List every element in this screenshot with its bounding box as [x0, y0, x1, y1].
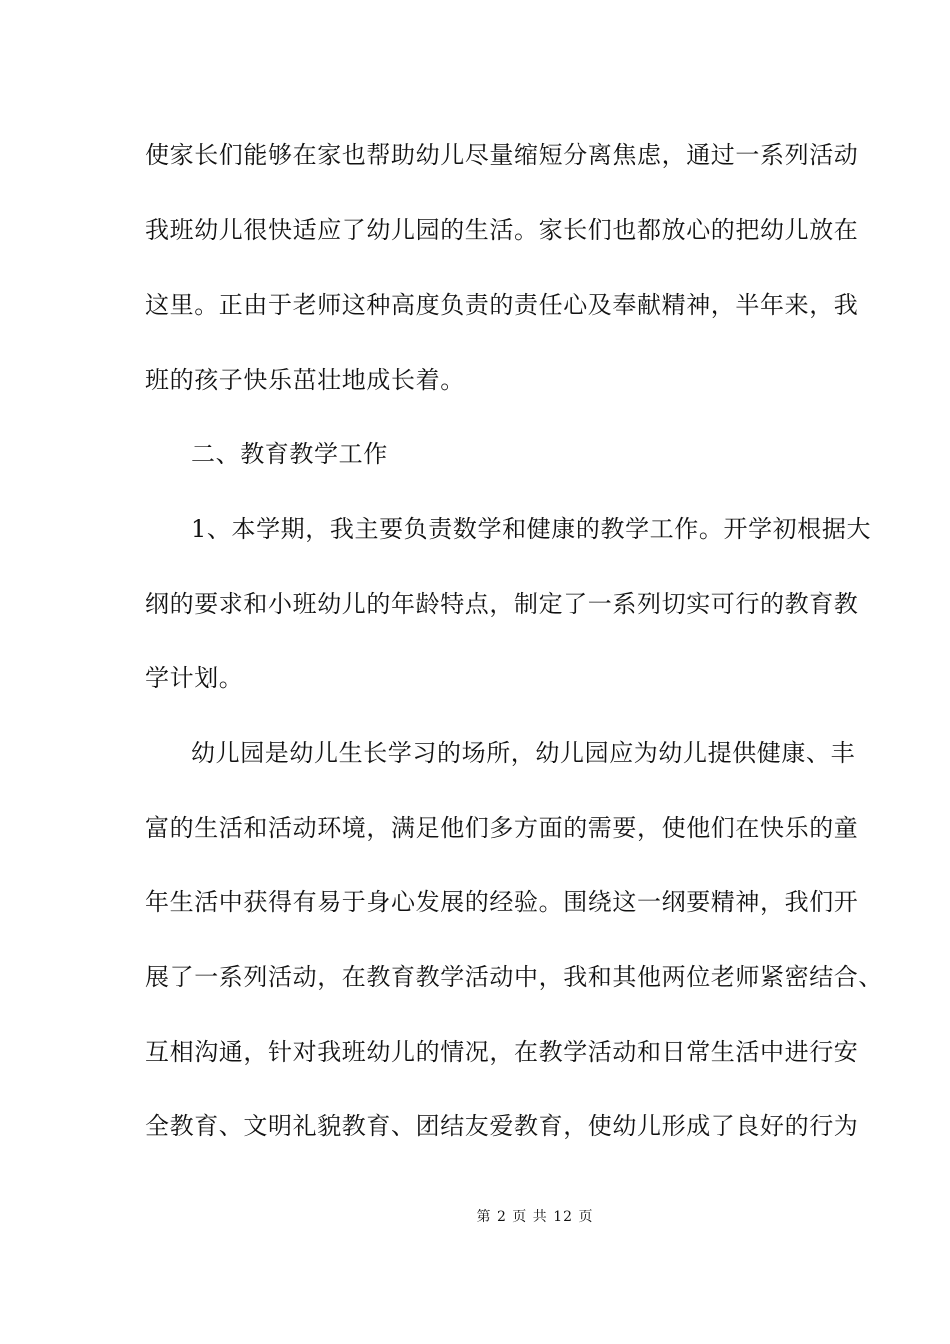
- text-line: 全教育、文明礼貌教育、团结友爱教育，使幼儿形成了良好的行为: [145, 1112, 859, 1140]
- text-line: 班的孩子快乐茁壮地成长着。: [145, 366, 465, 394]
- text-line: 1、本学期，我主要负责数学和健康的教学工作。开学初根据大: [191, 515, 872, 543]
- text-line: 学计划。: [145, 664, 244, 692]
- text-line: 展了一系列活动，在教育教学活动中，我和其他两位老师紧密结合、: [145, 963, 883, 991]
- text-line: 互相沟通，针对我班幼儿的情况，在教学活动和日常生活中进行安: [145, 1038, 859, 1066]
- text-line: 幼儿园是幼儿生长学习的场所，幼儿园应为幼儿提供健康、丰: [191, 739, 856, 767]
- text-line: 我班幼儿很快适应了幼儿园的生活。家长们也都放心的把幼儿放在: [145, 216, 859, 244]
- page-number-footer: 第 2 页 共 12 页: [476, 1209, 594, 1225]
- section-heading: 二、教育教学工作: [191, 440, 388, 468]
- text-line: 年生活中获得有易于身心发展的经验。围绕这一纲要精神，我们开: [145, 888, 859, 916]
- text-line: 纲的要求和小班幼儿的年龄特点，制定了一系列切实可行的教育教: [145, 590, 859, 618]
- text-line: 富的生活和活动环境，满足他们多方面的需要，使他们在快乐的童: [145, 814, 859, 842]
- text-line: 使家长们能够在家也帮助幼儿尽量缩短分离焦虑，通过一系列活动: [145, 141, 859, 169]
- text-line: 这里。正由于老师这种高度负责的责任心及奉献精神，半年来，我: [145, 291, 859, 319]
